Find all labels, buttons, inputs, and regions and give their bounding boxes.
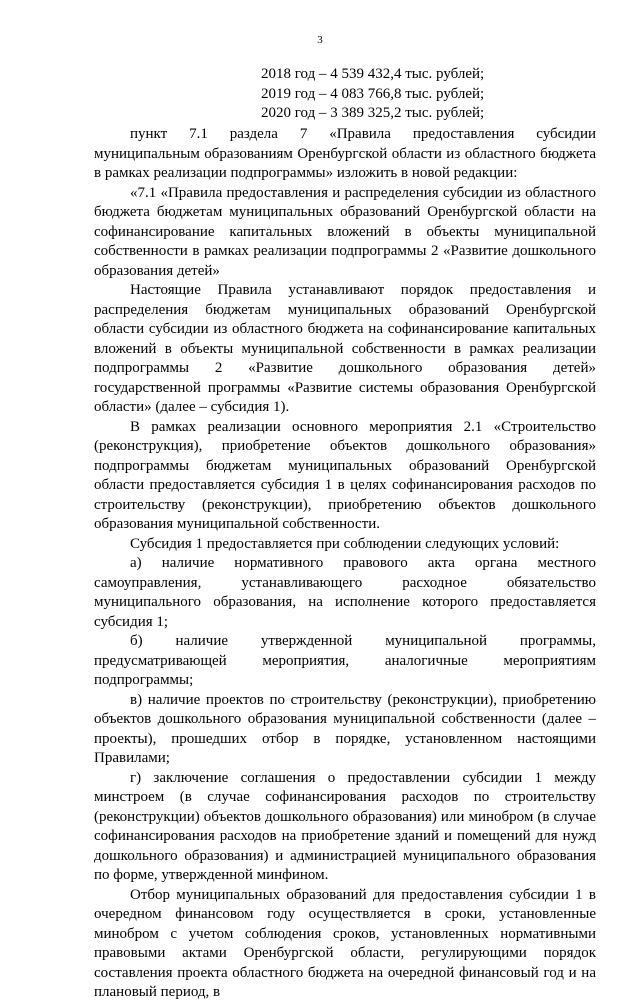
page-number: 3 (317, 34, 323, 46)
paragraph-condition-v: в) наличие проектов по строительству (реконструкции), приобретению объектов дошкольного образования муниципальной собственности (далее – проекты), прошедших отбор в порядке, установленном настоящими Правилами; (94, 691, 596, 766)
amount-line-2020: 2020 год – 3 389 325,2 тыс. рублей; (261, 105, 485, 121)
paragraph-conditions-intro: Субсидия 1 предоставляется при соблюдении следующих условий: (130, 535, 560, 552)
paragraph-main-activity: В рамках реализации основного мероприятия 2.1 «Строительство (реконструкция), приобретение объектов дошкольного образования» подпрограммы бюджетам муниципальных образований Оренбургской области предоставляется субсидия 1 в целях софинансирования расходов по строительству (реконструкции), приобретению объектов дошкольного образования муниципальной собственности. (94, 418, 596, 532)
amount-line-2018: 2018 год – 4 539 432,4 тыс. рублей; (261, 66, 485, 82)
paragraph-condition-b: б) наличие утвержденной муниципальной программы, предусматривающей мероприятия, аналогичные мероприятиям подпрограммы; (94, 633, 596, 688)
paragraph-condition-g: г) заключение соглашения о предоставлении субсидии 1 между минстроем (в случае софинансирования расходов по строительству (реконструкции) объектов дошкольного образования) или минобром (в случае софинансирования расходов на приобретение зданий и помещений для нужд дошкольного образования) и администрацией муниципального образования по форме, утвержденной минфином. (94, 769, 596, 883)
paragraph-rules-scope: Настоящие Правила устанавливают порядок предоставления и распределения бюджетам муниципальных образований Оренбургской области субсидии из областного бюджета на софинансирование капитальных вложений в объекты муниципальной собственности в рамках реализации подпрограммы 2 «Развитие дошкольного образования детей» государственной программы «Развитие системы образования Оренбургской области» (далее – субсидия 1). (94, 282, 596, 415)
paragraph-clause-7-1-intro: пункт 7.1 раздела 7 «Правила предоставления субсидии муниципальным образованиям Оренбургской области из областного бюджета в рамках реализации подпрограммы» изложить в новой редакции: (94, 126, 596, 181)
funding-amounts-list (261, 65, 561, 124)
paragraph-rules-title: «7.1 «Правила предоставления и распределения субсидии из областного бюджета бюджетам муниципальных образований Оренбургской области на софинансирование капитальных вложений в объекты муниципальной собственности в рамках реализации подпрограммы 2 «Развитие дошкольного образования детей» (94, 184, 596, 279)
paragraph-selection: Отбор муниципальных образований для предоставления субсидии 1 в очередном финансовом году осуществляется в сроки, установленные минобром с учетом соблюдения сроков, установленных нормативными правовыми актами Оренбургской области, регулирующими порядок составления проекта областного бюджета на очередной финансовый год и на плановый период, в (94, 886, 596, 1000)
document-body (94, 125, 596, 1003)
paragraph-condition-a: а) наличие нормативного правового акта органа местного самоуправления, устанавливающего расходное обязательство муниципального образования, на исполнение которого предоставляется субсидия 1; (94, 555, 596, 630)
amount-line-2019: 2019 год – 4 083 766,8 тыс. рублей; (261, 85, 485, 102)
